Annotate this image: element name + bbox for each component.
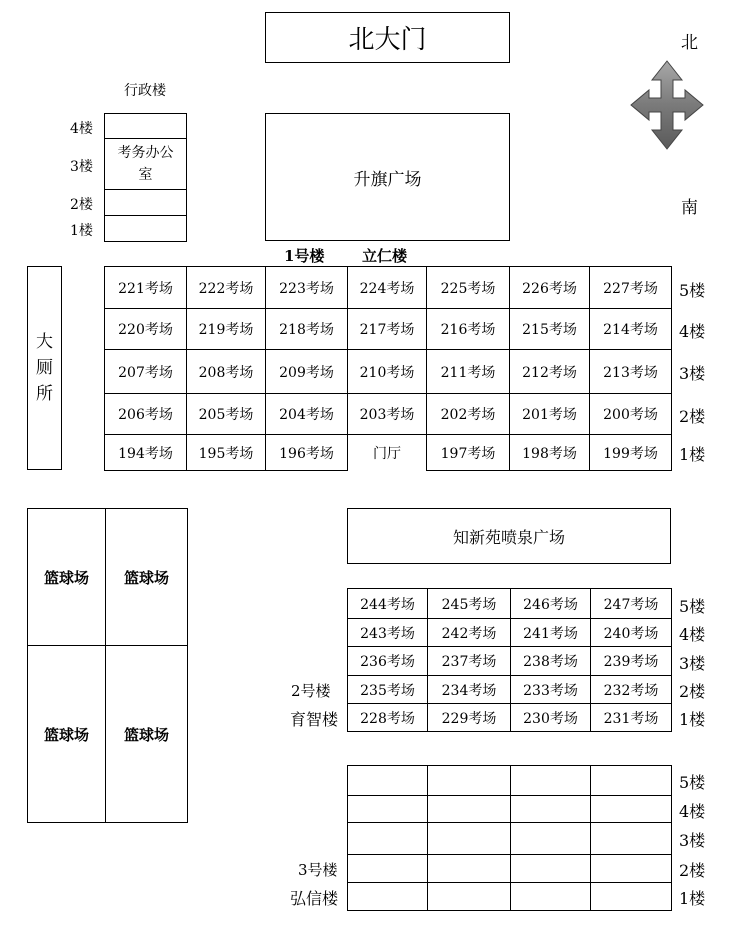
exam-room: 197考场: [427, 435, 510, 471]
building1-floor-label: 3楼: [679, 364, 706, 383]
exam-room: 199考场: [590, 435, 672, 471]
exam-room: 237考场: [428, 647, 511, 676]
room-cell: [428, 855, 511, 883]
admin-floor-2: [104, 189, 187, 216]
building3-floor-label: 1楼: [679, 889, 706, 908]
north-gate-label: 北大门: [348, 25, 427, 55]
building2-name: 育智楼: [290, 710, 339, 729]
fountain-square: [347, 508, 671, 564]
four-way-arrow-icon: [629, 60, 705, 150]
building1-floor-label: 4楼: [679, 322, 706, 341]
room-cell: [348, 883, 428, 911]
exam-room: 243考场: [348, 619, 428, 647]
exam-room: 240考场: [591, 619, 672, 647]
exam-room: 206考场: [105, 394, 187, 435]
flag-square: [265, 113, 510, 241]
room-cell: [428, 796, 511, 823]
exam-room: 235考场: [348, 676, 428, 704]
exam-room: 242考场: [428, 619, 511, 647]
exam-room: 218考场: [266, 309, 348, 350]
exam-room: 230考场: [511, 704, 591, 732]
compass-south-label: 南: [681, 198, 698, 218]
room-cell: [428, 823, 511, 855]
exam-room: 212考场: [510, 350, 590, 394]
exam-room: 208考场: [187, 350, 266, 394]
entrance-hall: 门厅: [348, 435, 427, 471]
building1-grid: [104, 266, 672, 471]
room-cell: [591, 883, 672, 911]
building3-grid: [347, 765, 672, 911]
exam-room: 246考场: [511, 589, 591, 619]
exam-room: 219考场: [187, 309, 266, 350]
room-cell: [511, 766, 591, 796]
exam-room: 226考场: [510, 267, 590, 309]
building3-number: 3号楼: [298, 861, 338, 879]
exam-room: 216考场: [427, 309, 510, 350]
admin-floor-4: [104, 113, 187, 139]
exam-room: 227考场: [590, 267, 672, 309]
exam-room: 211考场: [427, 350, 510, 394]
exam-room: 238考场: [511, 647, 591, 676]
fountain-square-label: 知新苑喷泉广场: [452, 527, 565, 547]
building2-floor-label: 3楼: [679, 654, 706, 673]
exam-room: 207考场: [105, 350, 187, 394]
building3-floor-label: 5楼: [679, 773, 706, 792]
room-cell: [511, 823, 591, 855]
exam-room: 196考场: [266, 435, 348, 471]
exam-room: 205考场: [187, 394, 266, 435]
exam-room: 210考场: [348, 350, 427, 394]
building3-floor-label: 4楼: [679, 802, 706, 821]
exam-room: 231考场: [591, 704, 672, 732]
exam-room: 220考场: [105, 309, 187, 350]
exam-room: 234考场: [428, 676, 511, 704]
basketball-court: 篮球场: [106, 646, 188, 823]
building1-name: 立仁楼: [362, 247, 408, 265]
flag-square-label: 升旗广场: [353, 169, 422, 190]
basketball-court: 篮球场: [28, 646, 106, 823]
exam-room: 217考场: [348, 309, 427, 350]
north-gate: [265, 12, 510, 63]
building2-number: 2号楼: [291, 682, 331, 700]
admin-floor-label: 4楼: [70, 121, 93, 137]
exam-room: 213考场: [590, 350, 672, 394]
exam-room: 201考场: [510, 394, 590, 435]
building2-grid: [347, 588, 672, 732]
building2-floor-label: 1楼: [679, 710, 706, 729]
exam-room: 229考场: [428, 704, 511, 732]
exam-room: 202考场: [427, 394, 510, 435]
exam-room: 215考场: [510, 309, 590, 350]
exam-room: 222考场: [187, 267, 266, 309]
building1-floor-label: 1楼: [679, 445, 706, 464]
building2-floor-label: 5楼: [679, 597, 706, 616]
compass-north-label: 北: [681, 33, 698, 53]
admin-floor-label: 1楼: [70, 223, 93, 239]
admin-floor-label: 3楼: [70, 159, 93, 175]
exam-room: 214考场: [590, 309, 672, 350]
building1-floor-label: 2楼: [679, 407, 706, 426]
room-cell: [591, 766, 672, 796]
basketball-courts: [27, 508, 188, 823]
room-cell: [348, 823, 428, 855]
exam-room: 232考场: [591, 676, 672, 704]
exam-room: 236考场: [348, 647, 428, 676]
exam-room: 224考场: [348, 267, 427, 309]
big-toilet: [27, 266, 62, 470]
room-cell: [511, 855, 591, 883]
building3-name: 弘信楼: [290, 889, 339, 908]
room-cell: [591, 796, 672, 823]
big-toilet-label: 大厕所: [36, 332, 53, 404]
building3-floor-label: 3楼: [679, 831, 706, 850]
basketball-court: 篮球场: [106, 509, 188, 646]
exam-room: 241考场: [511, 619, 591, 647]
exam-room: 247考场: [591, 589, 672, 619]
exam-office-label: 考务办公室: [117, 145, 174, 183]
admin-building-title: 行政楼: [124, 83, 166, 99]
room-cell: [591, 855, 672, 883]
admin-floor-label: 2楼: [70, 197, 93, 213]
building2-floor-label: 4楼: [679, 625, 706, 644]
exam-room: 223考场: [266, 267, 348, 309]
exam-room: 209考场: [266, 350, 348, 394]
exam-room: 195考场: [187, 435, 266, 471]
exam-room: 194考场: [105, 435, 187, 471]
room-cell: [511, 883, 591, 911]
exam-room: 200考场: [590, 394, 672, 435]
room-cell: [348, 796, 428, 823]
exam-room: 239考场: [591, 647, 672, 676]
basketball-court: 篮球场: [28, 509, 106, 646]
exam-room: 198考场: [510, 435, 590, 471]
exam-room: 228考场: [348, 704, 428, 732]
room-cell: [428, 766, 511, 796]
exam-room: 245考场: [428, 589, 511, 619]
building1-number: 1号楼: [284, 247, 325, 265]
exam-room: 204考场: [266, 394, 348, 435]
room-cell: [591, 823, 672, 855]
admin-floor-1: [104, 215, 187, 242]
exam-office: [104, 138, 187, 190]
exam-room: 233考场: [511, 676, 591, 704]
room-cell: [348, 766, 428, 796]
building1-floor-label: 5楼: [679, 281, 706, 300]
room-cell: [428, 883, 511, 911]
exam-room: 244考场: [348, 589, 428, 619]
building2-floor-label: 2楼: [679, 682, 706, 701]
building3-floor-label: 2楼: [679, 861, 706, 880]
exam-room: 203考场: [348, 394, 427, 435]
room-cell: [348, 855, 428, 883]
room-cell: [511, 796, 591, 823]
exam-room: 221考场: [105, 267, 187, 309]
exam-room: 225考场: [427, 267, 510, 309]
